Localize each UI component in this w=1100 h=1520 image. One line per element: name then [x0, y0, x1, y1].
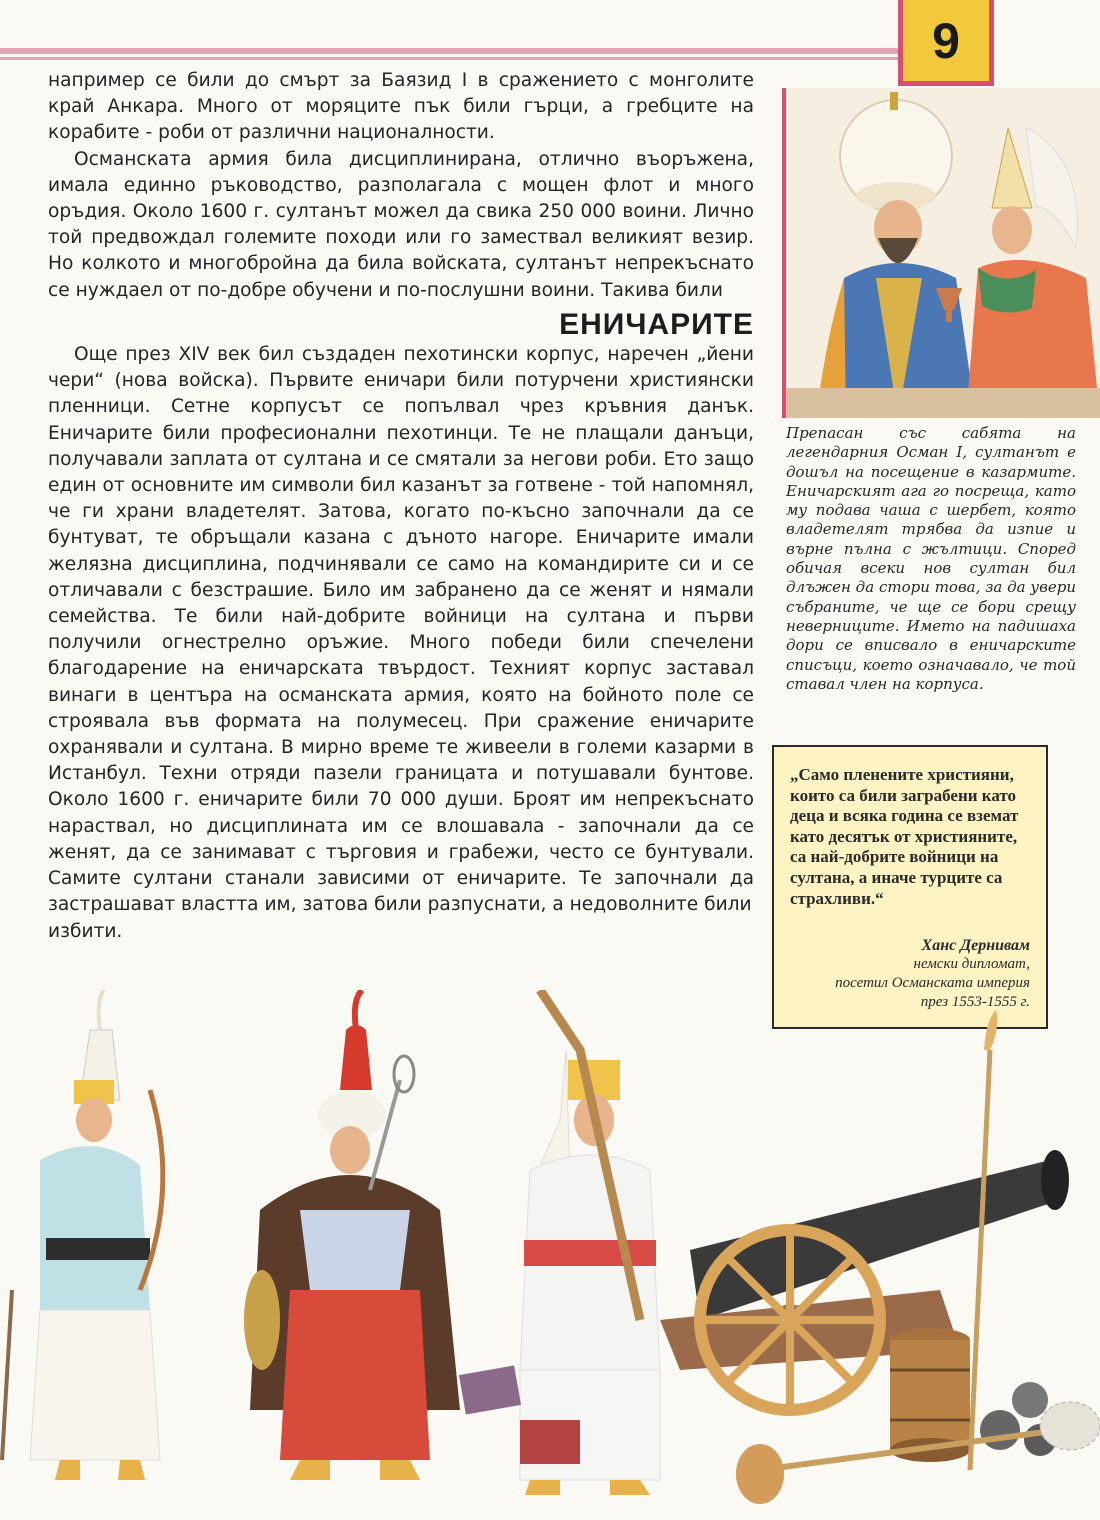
- quote-author: Ханс Дернивам: [921, 937, 1030, 955]
- paragraph: например се били до смърт за Баязид I в сражението с монголите край Анкара. Много от моряците пък били гърци, а гребците на корабите - роби от различни националности.: [48, 70, 754, 144]
- quote-text: „Само пленените християни, които са били заграбени като деца и всяка година се вземат като десятък от християните, са най-добрите войници на султана, а иначе турците са страхливи.“: [790, 765, 1019, 908]
- header-rule: [0, 48, 900, 54]
- musketeer-figure: [459, 990, 660, 1495]
- paragraph: Още през XIV век бил създаден пехотински корпус, наречен „йени чери“ (нова войска). Първите еничари били потурчени християнски пленници. Сетне корпусът се попълвал чрез кръвния данък. Еничарите били професионални пехотинци. Те не плащали данъци, получавали заплата от султана и се смятали за негови роби. Ето защо един от основните им символи бил казанът за готвене - той напомнял, че ги храни владетелят. Затова, когато по-късно започнали да се бунтуват, те обръщали казана с дъното нагоре. Еничарите имали желязна дисциплина, подчинявали се само на командирите си и се отличавали с безстрашие. Било им забранено да се женят и нямали семейства. Те били най-добрите войници на султана и първи получили огнестрелно оръжие. Много победи били спечелени благодарение на еничарската твърдост. Техният корпус заставал винаги в центъра на османската армия, която на бойното поле се строявала във формата на полумесец. При сражение еничарите охранявали и султана. В мирно време те живеели в големи казарми в Истанбул. Техни отряди пазели границата и потушавали бунтове. Около 1600 г. еничарите били 70 000 души. Броят им непрекъснато нараствал, но дисциплината им се влошавала - започнали да се женят, да се занимават с търговия и грабежи, често се бунтували. Самите султани станали зависими от еничарите. Те започнали да застрашават властта им, затова били разпуснати, а недоволните били: [48, 344, 754, 916]
- archer-figure: [2, 990, 163, 1480]
- article-body: [48, 68, 754, 945]
- paragraph-end: избити.: [48, 920, 123, 942]
- page-number: 9: [932, 12, 960, 69]
- paragraph: Османската армия била дисциплинирана, отлично въоръжена, имала единно ръководство, разполагала с мощен флот и много оръдия. Около 1600 г. султанът можел да свика 250 000 воини. Лично той предвождал големите походи или го замествал великият везир. Но колкото и многобройна да била войската, султанът непрекъснато се нуждаел от по-добре обучени и по-послушни воини. Такива били: [48, 148, 754, 301]
- sultan-illustration: [782, 88, 1100, 418]
- quote-author-desc: през 1553-1555 г.: [920, 994, 1030, 1011]
- janissaries-and-cannon-image: [0, 990, 1100, 1516]
- quote-author-desc: посетил Османската империя: [835, 975, 1030, 992]
- illustration-caption: Препасан със сабята на легендарния Осман I, султанът е дошъл на посещение в казармите. Еничарският ага го посреща, като му подава чаша с шербет, която владетелят трябва да изпие и върне пълна с жълтици. Според обичая всеки нов султан бил длъжен да стори това, за да увери събраните, че ще се бори срещу неверниците. Името на падишаха дори се вписвало в еничарските списъци, което означавало, че той ставал член на корпуса.: [786, 424, 1076, 693]
- cannon-figure: [660, 1150, 1069, 1410]
- sultan-scene-image: [786, 88, 1100, 418]
- quote-box: [772, 745, 1048, 1029]
- janissaries-illustration: [0, 990, 1100, 1516]
- quote-author-desc: немски дипломат,: [913, 956, 1030, 973]
- page-number-badge: [898, 0, 994, 86]
- header-rule-thin: [0, 57, 900, 60]
- section-heading: ЕНИЧАРИТЕ: [559, 307, 754, 341]
- officer-figure: [244, 990, 460, 1480]
